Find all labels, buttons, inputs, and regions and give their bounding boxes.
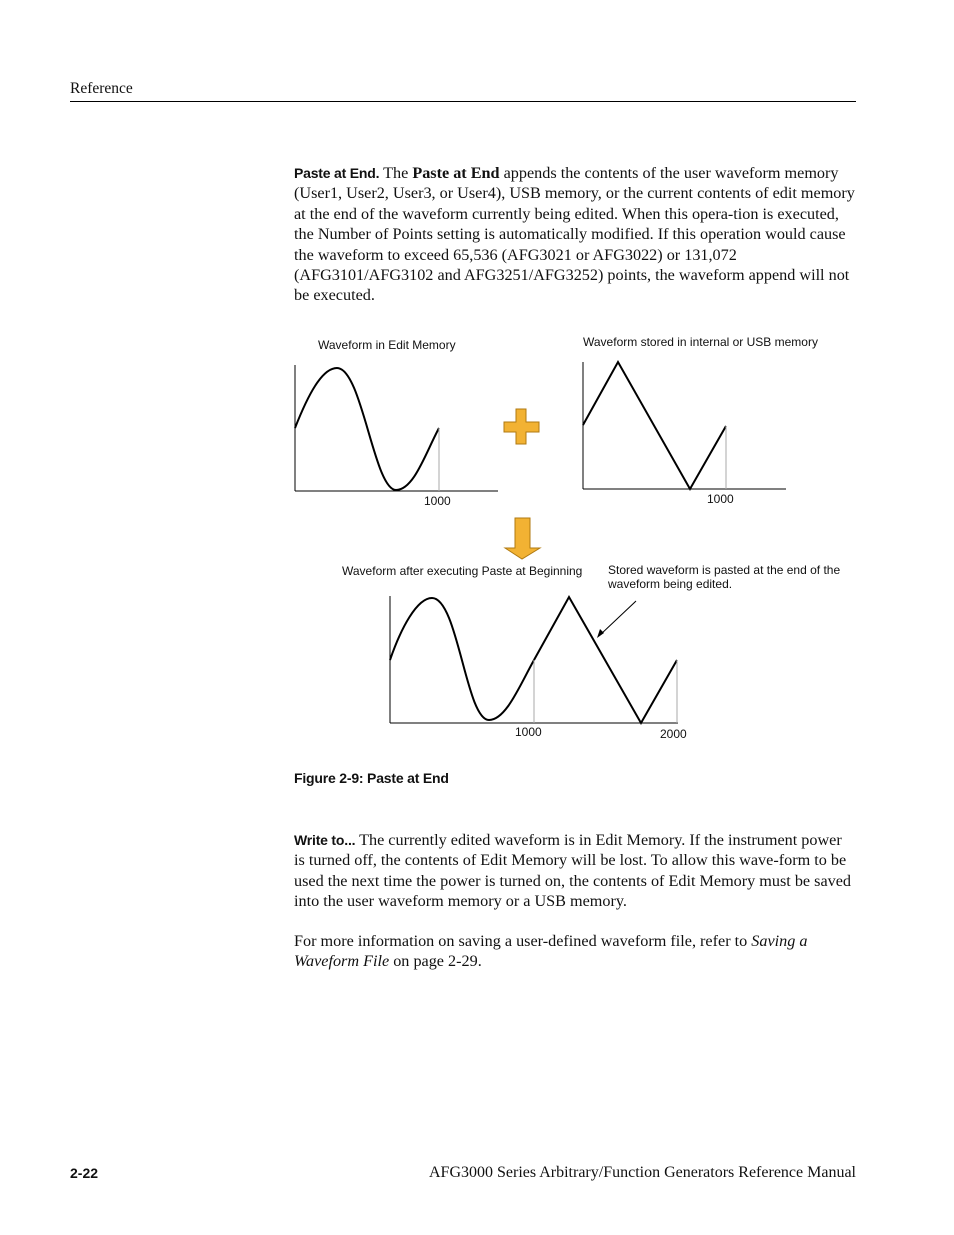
saving-waveform-link[interactable]: Saving a Waveform File	[294, 932, 808, 971]
edit-memory-sine-wave	[295, 368, 439, 490]
write-to-runin: Write to...	[294, 832, 356, 848]
manual-title: AFG3000 Series Arbitrary/Function Generators Reference Manual	[429, 1164, 856, 1181]
plus-icon	[504, 409, 539, 444]
annotation-pointer-line	[600, 601, 636, 635]
edit-memory-tick-1000: 1000	[424, 494, 451, 508]
result-triangle-segment	[534, 597, 677, 723]
write-to-body: The currently edited waveform is in Edit Memory. If the instrument power is turned off, the contents of Edit Memory will be lost. To allow this wave-form to be used the next time the power is turned on, the contents of Edit Memory must be saved into the user waveform memory or a USB memory.	[294, 831, 851, 911]
paste-at-end-bold: Paste at End	[412, 164, 500, 182]
more-info-pre: For more information on saving a user-defined waveform file, refer to	[294, 932, 748, 950]
annotation-line-2: waveform being edited.	[608, 577, 733, 591]
result-tick-2000: 2000	[660, 727, 687, 741]
annotation-line-1: Stored waveform is pasted at the end of the	[608, 563, 841, 577]
stored-waveform-label: Waveform stored in internal or USB memory	[583, 335, 818, 349]
paste-at-end-body: appends the contents of the user waveform memory (User1, User2, User3, or User4), USB memory, or the current contents of edit memory at the end of the waveform currently being edited. When this opera-tion is executed, the Number of Points setting is automatically modified. If this operation would cause the waveform to exceed 65,536 (AFG3021 or AFG3022) or 131,072 (AFG3101/AFG3102 and AFG3251/AFG3252) points, the waveform append will not be executed.	[294, 164, 855, 305]
down-arrow-icon	[505, 518, 540, 559]
page-number: 2-22	[70, 1165, 99, 1181]
running-header: Reference	[70, 80, 133, 97]
write-to-paragraph	[294, 830, 856, 912]
result-tick-1000: 1000	[515, 725, 542, 739]
paste-at-end-pre: The	[383, 164, 409, 182]
more-info-paragraph	[294, 931, 856, 972]
paste-at-end-runin: Paste at End.	[294, 165, 380, 181]
stored-tick-1000: 1000	[707, 492, 734, 506]
edit-memory-label: Waveform in Edit Memory	[318, 338, 456, 352]
annotation-arrowhead-icon	[597, 629, 604, 638]
figure-caption: Figure 2-9: Paste at End	[294, 770, 449, 786]
stored-triangle-wave	[583, 362, 726, 489]
result-sine-segment	[390, 598, 534, 720]
result-waveform-label: Waveform after executing Paste at Beginning	[342, 564, 583, 578]
more-info-post: on page 2-29.	[393, 952, 482, 971]
